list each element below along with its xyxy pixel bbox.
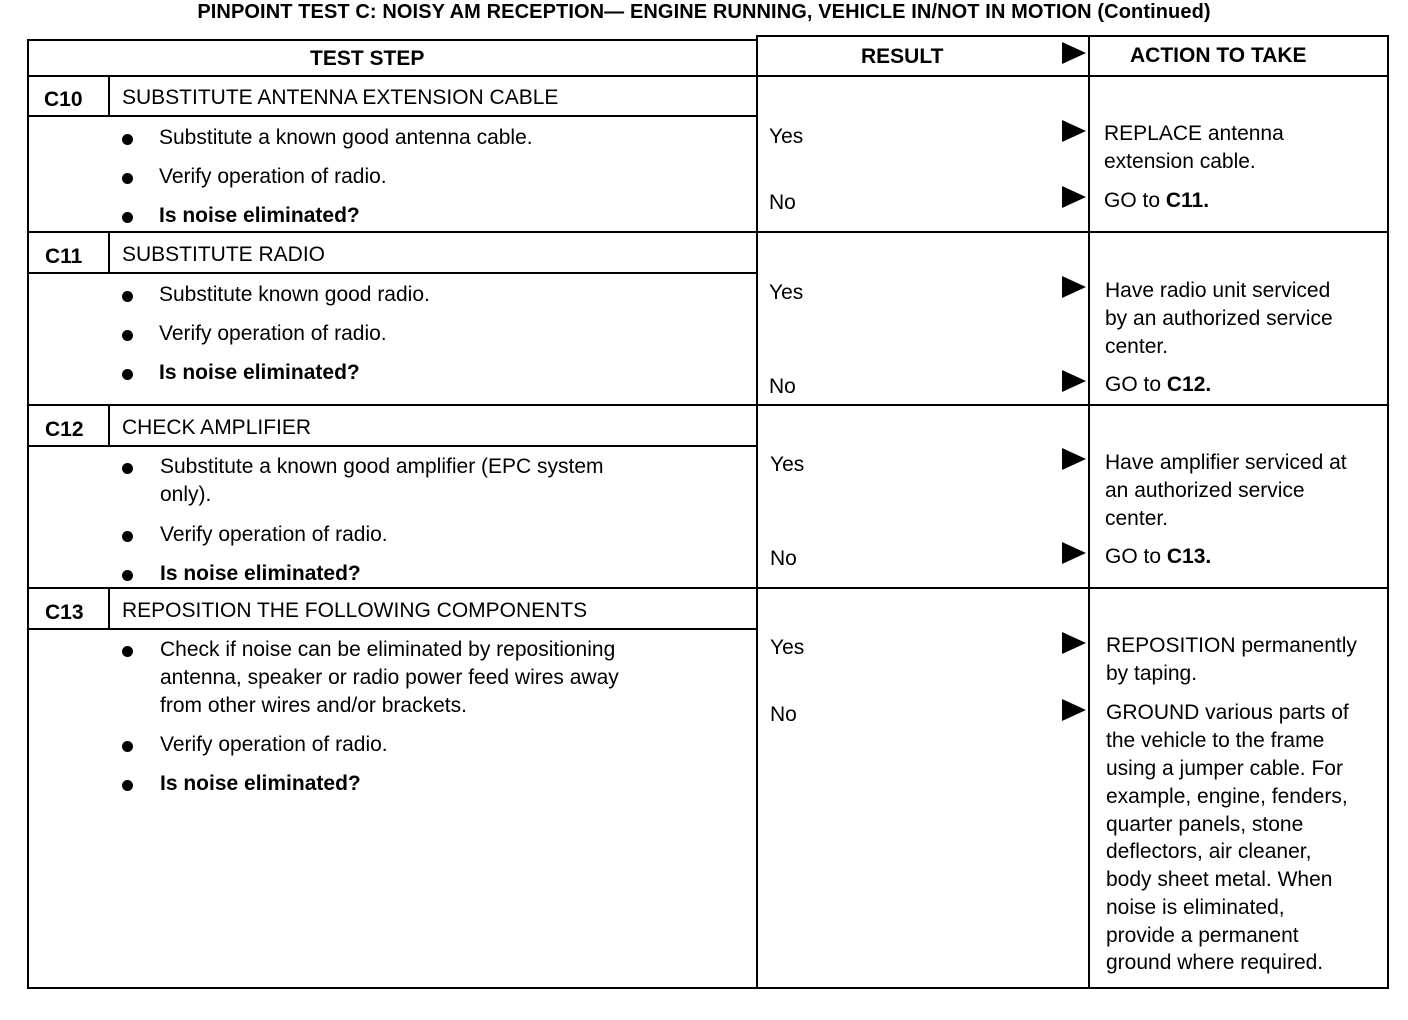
c10-id-separator: [108, 77, 110, 115]
action-text-line: quarter panels, stone: [1106, 813, 1304, 836]
action-text-line: Have amplifier serviced at: [1105, 451, 1347, 474]
action-text-line: example, engine, fenders,: [1106, 785, 1348, 808]
action-text-line: REPLACE antenna: [1104, 122, 1284, 145]
result-arrow-icon: [1062, 542, 1086, 564]
step-bullet-line: Substitute a known good amplifier (EPC system: [160, 455, 604, 478]
header-arrow-icon: [1062, 42, 1086, 64]
action-text-line: center.: [1105, 335, 1169, 358]
table-frame-left: [27, 39, 758, 989]
action-text-line: noise is eliminated,: [1106, 896, 1285, 919]
step-heading: CHECK AMPLIFIER: [122, 416, 312, 439]
action-text-line: REPOSITION permanently: [1106, 634, 1357, 657]
action-text-line: by taping.: [1106, 662, 1198, 685]
step-bullet: Verify operation of radio.: [160, 523, 388, 546]
result-yes: Yes: [770, 636, 805, 659]
action-goto-prefix: GO to: [1104, 189, 1166, 212]
action-column-line: [1088, 37, 1090, 988]
divider-c10-c11: [29, 231, 1387, 233]
action-goto-ref: C11: [1165, 189, 1204, 212]
action-text-line: body sheet metal. When: [1106, 868, 1333, 891]
step-id: C13: [45, 601, 84, 624]
step-bullet-line: antenna, speaker or radio power feed wires away: [160, 666, 619, 689]
action-text-line: the vehicle to the frame: [1106, 729, 1325, 752]
step-id: C12: [45, 418, 84, 441]
bullet-icon: [122, 741, 133, 752]
result-arrow-icon: [1062, 448, 1086, 470]
divider-c11-c12: [29, 404, 1387, 406]
result-arrow-icon: [1062, 370, 1086, 392]
action-text-line: provide a permanent: [1106, 924, 1299, 947]
header-test-step: TEST STEP: [310, 47, 425, 70]
bullet-icon: [122, 646, 133, 657]
action-text-line: using a jumper cable. For: [1106, 757, 1343, 780]
step-id: C10: [44, 88, 83, 111]
step-bullet: Verify operation of radio.: [160, 733, 388, 756]
result-arrow-icon: [1062, 120, 1086, 142]
action-goto: [1105, 371, 1211, 399]
result-arrow-icon: [1062, 632, 1086, 654]
action-goto-suffix: .: [1205, 545, 1212, 568]
step-bullet-line: only).: [160, 483, 212, 506]
result-column-line: [756, 37, 758, 988]
action-text-line: GROUND various parts of: [1106, 701, 1349, 724]
bullet-icon: [122, 173, 133, 184]
result-yes: Yes: [769, 281, 804, 304]
result-yes: Yes: [770, 453, 805, 476]
action-text-line: an authorized service: [1105, 479, 1305, 502]
action-text-line: by an authorized service: [1105, 307, 1333, 330]
step-question: Is noise eliminated?: [159, 204, 360, 227]
bullet-icon: [122, 531, 133, 542]
c10-heading-underline: [29, 115, 756, 117]
header-divider: [29, 75, 1387, 77]
step-heading: SUBSTITUTE ANTENNA EXTENSION CABLE: [122, 86, 559, 109]
action-text-line: extension cable.: [1104, 150, 1256, 173]
result-no: No: [770, 547, 797, 570]
action-goto-ref: C12: [1166, 373, 1206, 396]
result-yes: Yes: [769, 125, 804, 148]
step-heading: REPOSITION THE FOLLOWING COMPONENTS: [122, 599, 588, 622]
step-question: Is noise eliminated?: [159, 361, 360, 384]
result-arrow-icon: [1062, 276, 1086, 298]
c11-heading-underline: [29, 272, 756, 274]
bullet-icon: [122, 212, 133, 223]
c12-id-separator: [108, 406, 110, 445]
action-goto-ref: C13: [1166, 545, 1206, 568]
action-goto-suffix: .: [1203, 189, 1210, 212]
result-no: No: [770, 703, 797, 726]
action-goto: [1104, 187, 1209, 215]
c11-id-separator: [108, 233, 110, 272]
step-id: C11: [45, 245, 83, 268]
action-goto: [1105, 543, 1211, 571]
action-text-line: center.: [1105, 507, 1169, 530]
bullet-icon: [122, 291, 133, 302]
bullet-icon: [122, 463, 133, 474]
step-bullet-line: from other wires and/or brackets.: [160, 694, 467, 717]
step-question: Is noise eliminated?: [160, 772, 361, 795]
action-goto-prefix: GO to: [1105, 545, 1167, 568]
step-bullet: Substitute a known good antenna cable.: [159, 126, 533, 149]
bullet-icon: [122, 570, 133, 581]
step-question: Is noise eliminated?: [160, 562, 361, 585]
bullet-icon: [122, 134, 133, 145]
c13-heading-underline: [29, 628, 756, 630]
step-bullet: Verify operation of radio.: [159, 165, 387, 188]
result-arrow-icon: [1062, 699, 1086, 721]
header-action-to-take: ACTION TO TAKE: [1130, 44, 1307, 67]
page-title: PINPOINT TEST C: NOISY AM RECEPTION— ENGINE RUNNING, VEHICLE IN/NOT IN MOTION (Continued): [197, 1, 1211, 23]
action-goto-suffix: .: [1205, 373, 1212, 396]
action-text-line: Have radio unit serviced: [1105, 279, 1331, 302]
result-arrow-icon: [1062, 186, 1086, 208]
action-goto-prefix: GO to: [1105, 373, 1167, 396]
step-bullet-line: Check if noise can be eliminated by repositioning: [160, 638, 616, 661]
step-heading: SUBSTITUTE RADIO: [122, 243, 326, 266]
result-no: No: [769, 375, 796, 398]
step-bullet: Verify operation of radio.: [159, 322, 387, 345]
c12-heading-underline: [29, 445, 756, 447]
bullet-icon: [122, 369, 133, 380]
result-no: No: [769, 191, 796, 214]
header-result: RESULT: [861, 45, 944, 68]
action-text-line: ground where required.: [1106, 951, 1324, 974]
action-text-line: deflectors, air cleaner,: [1106, 840, 1312, 863]
c13-id-separator: [108, 589, 110, 628]
step-bullet: Substitute known good radio.: [159, 283, 430, 306]
bullet-icon: [122, 780, 133, 791]
bullet-icon: [122, 330, 133, 341]
